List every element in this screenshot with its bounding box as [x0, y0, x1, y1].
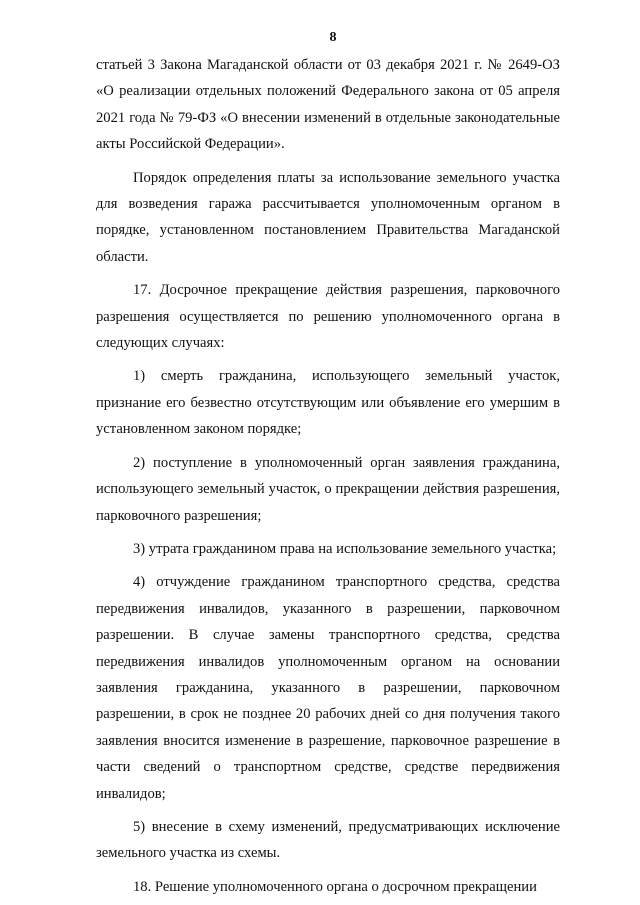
list-item-2: 2) поступление в уполномоченный орган заявления гражданина, использующего земельный участок, о прекращении действия разрешения, парковочного разрешения; — [96, 454, 560, 524]
list-item-4: 4) отчуждение гражданином транспортного средства, средства передвижения инвалидов, указанного в разрешении, парковочном разрешении. В случае замены транспортного средства, средства передвижения инвалидов уполномоченным органом на основании заявления гражданина, указанного в разрешении, парковочном разрешении, в срок не позднее 20 рабочих дней со дня получения такого заявления вносится изменение в разрешение, парковочное разрешение в части сведений о транспортном средстве, средстве передвижения инвалидов; — [96, 574, 560, 802]
paragraph-item-18: 18. Решение уполномоченного органа о досрочном прекращении — [133, 878, 537, 895]
paragraph-item-17: 17. Досрочное прекращение действия разрешения, парковочного разрешения осуществляется по решению уполномоченного органа в следующих случаях: — [96, 282, 560, 352]
list-item-5: 5) внесение в схему изменений, предусматривающих исключение земельного участка из схемы. — [96, 818, 560, 862]
list-item-1: 1) смерть гражданина, использующего земельный участок, признание его безвестно отсутствующим или объявление его умершим в установленном законом порядке; — [96, 368, 560, 438]
document-body — [96, 52, 560, 900]
page-number: 8 — [329, 30, 337, 45]
paragraph-continuation: статьей 3 Закона Магаданской области от 03 декабря 2021 г. № 2649-ОЗ «О реализации отдельных положений Федерального закона от 05 апреля 2021 года № 79-ФЗ «О внесении изменений в отдельные законодательные акты Российской Федерации». — [96, 57, 560, 153]
list-item-3: 3) утрата гражданином права на использование земельного участка; — [133, 540, 557, 557]
paragraph-fee-procedure: Порядок определения платы за использование земельного участка для возведения гаража рассчитывается уполномоченным органом в порядке, установленном постановлением Правительства Магаданской области. — [96, 169, 560, 265]
